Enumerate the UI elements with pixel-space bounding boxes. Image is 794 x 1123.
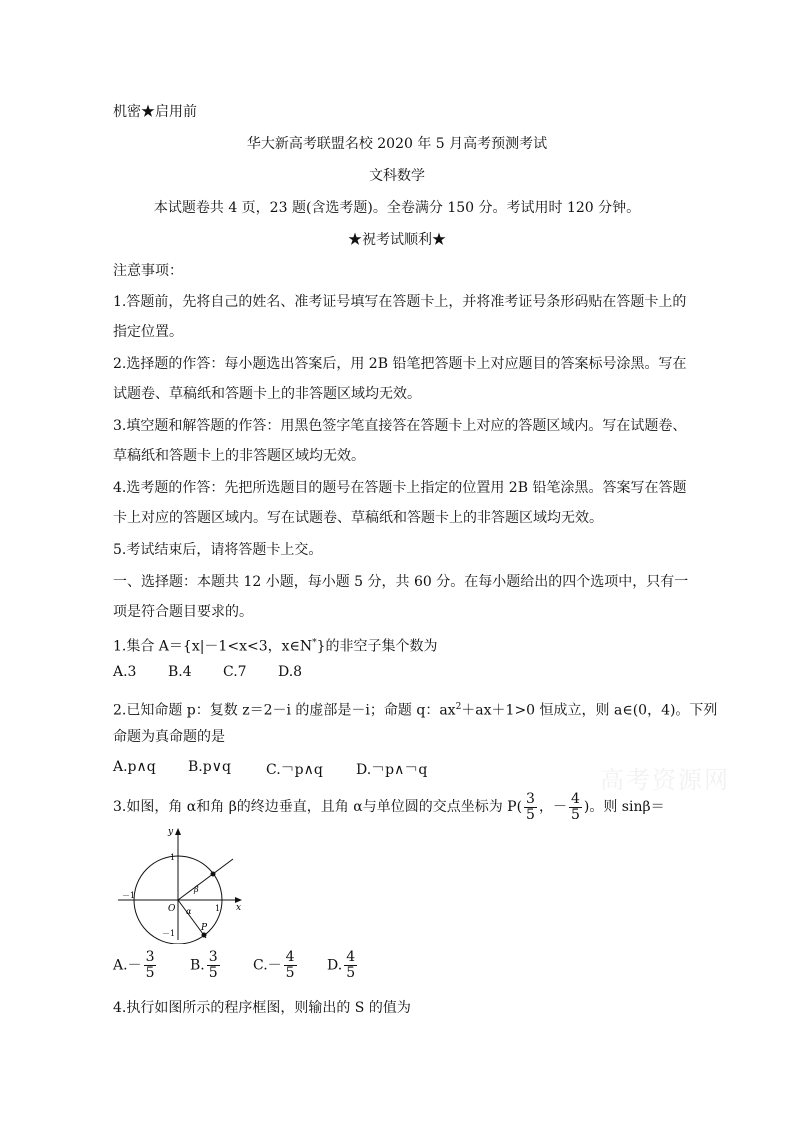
beta-label: β (194, 885, 199, 894)
q2-option-b: B.p∨q (188, 759, 231, 775)
alpha-label: α (186, 907, 192, 916)
q2-option-a: A.p∧q (113, 759, 156, 775)
note-1-line-2: 指定位置。 (113, 324, 183, 340)
tick-y-pos: 1 (170, 853, 176, 862)
exam-title: 华大新高考联盟名校 2020 年 5 月高考预测考试 (246, 136, 548, 152)
q3-stem: 3.如图，角 α和角 β的终边垂直，且角 α与单位圆的交点坐标为 P( $\frac{3}{5}$ ，－ $\frac{4}{5}$ )。则 sinβ＝ (113, 790, 665, 823)
point-p-label: P (201, 923, 208, 933)
origin-label: O (168, 904, 176, 914)
exam-info: 本试题卷共 4 页，23 题(含选考题)。全卷满分 150 分。考试用时 120 分钟。 (153, 200, 641, 216)
q1-option-a: A.3 (113, 664, 137, 680)
note-1-line-1: 1.答题前，先将自己的姓名、准考证号填写在答题卡上，并将准考证号条形码贴在答题卡上的 (113, 294, 687, 310)
q3-option-b: B. $\frac{3}{5}$ (190, 949, 218, 981)
q2-stem-line-2: 命题为真命题的是 (113, 729, 225, 745)
note-2-line-1: 2.选择题的作答：每小题选出答案后，用 2B 铅笔把答题卡上对应题目的答案标号涂黑。写在 (113, 356, 687, 372)
note-5: 5.考试结束后，请将答题卡上交。 (113, 542, 323, 558)
section-1-line-2: 项是符合题目要求的。 (113, 604, 253, 620)
note-4-line-2: 卡上对应的答题区域内。写在试题卷、草稿纸和答题卡上的非答题区域均无效。 (113, 510, 603, 526)
point-p (202, 933, 207, 938)
q4-stem: 4.执行如图所示的程序框图，则输出的 S 的值为 (113, 1000, 411, 1016)
tick-x-neg: －1 (122, 891, 136, 900)
q1-option-d: D.8 (278, 664, 303, 680)
notes-heading: 注意事项： (113, 263, 183, 279)
note-3-line-2: 草稿纸和答题卡上的非答题区域均无效。 (113, 448, 365, 464)
tick-x-pos: 1 (215, 904, 221, 913)
q3-option-c: C.－ $\frac{4}{5}$ (253, 949, 295, 981)
q3-option-d: D. $\frac{4}{5}$ (327, 949, 356, 981)
unit-circle-figure (118, 824, 248, 944)
q1-stem: 1.集合 A＝{x|－1<x<3，x∈N*}的非空子集个数为 (113, 638, 438, 655)
watermark: 高考资源网 (600, 766, 730, 794)
point-beta (211, 872, 216, 877)
note-2-line-2: 试题卷、草稿纸和答题卡上的非答题区域均无效。 (113, 386, 421, 402)
section-1-line-1: 一、选择题：本题共 12 小题，每小题 5 分，共 60 分。在每小题给出的四个选项中，只有一 (113, 574, 689, 590)
confidential-label: 机密★启用前 (113, 104, 197, 120)
note-4-line-1: 4.选考题的作答：先把所选题目的题号在答题卡上指定的位置用 2B 铅笔涂黑。答案写在答题 (113, 480, 687, 496)
tick-y-neg: －1 (162, 929, 176, 938)
q3-option-a: A.－ $\frac{3}{5}$ (113, 949, 155, 981)
q3-fraction-1: $\frac{3}{5}$ (526, 790, 535, 823)
q3-fraction-2: $\frac{4}{5}$ (570, 790, 580, 823)
subject-title: 文科数学 (369, 168, 425, 184)
x-axis-label: x (236, 903, 242, 913)
q1-option-c: C.7 (223, 664, 247, 680)
q2-stem-line-1: 2.已知命题 p：复数 z＝2－i 的虚部是－i；命题 q：$ax^2+ax+1>0$ 恒成立，则 a∈(0，4)。下列 (113, 702, 718, 719)
good-luck: ★祝考试顺利★ (348, 232, 446, 248)
q2-option-d: D.￢p∧￢q (356, 762, 428, 778)
note-3-line-1: 3.填空题和解答题的作答：用黑色签字笔直接答在答题卡上对应的答题区域内。写在试题卷、 (113, 418, 687, 434)
q1-option-b: B.4 (168, 664, 192, 680)
q2-option-c: C.￢p∧q (266, 762, 323, 778)
y-axis-label: y (168, 827, 174, 837)
y-axis-arrow (175, 828, 181, 835)
